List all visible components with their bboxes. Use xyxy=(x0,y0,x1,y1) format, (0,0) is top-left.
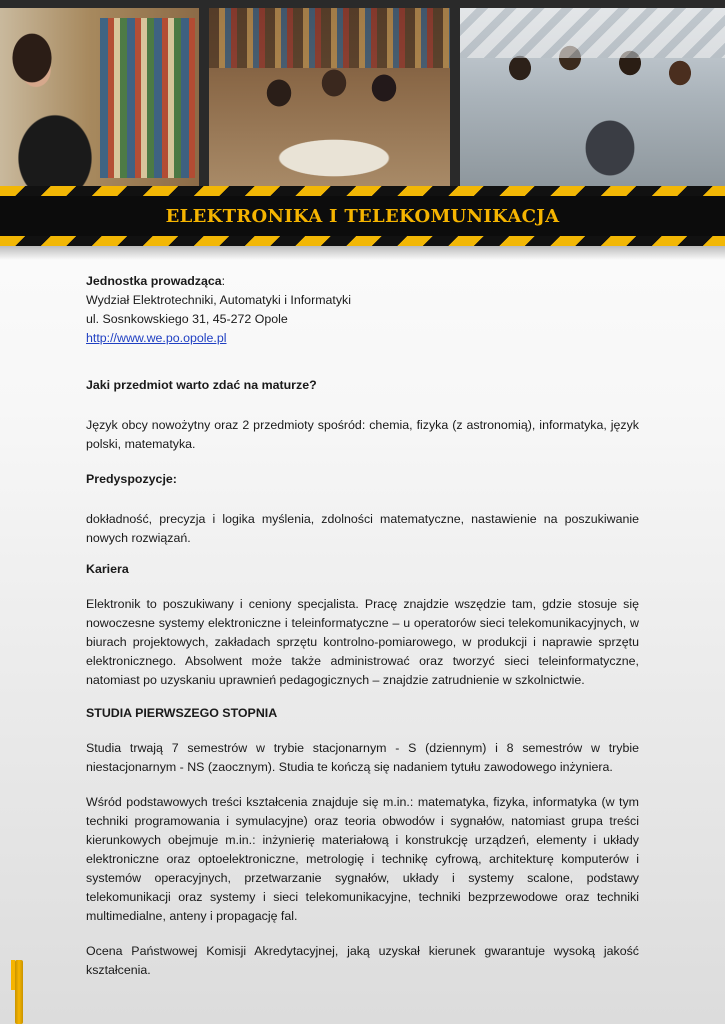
curriculum-text: Wśród podstawowych treści kształcenia znajduje się m.in.: matematyka, fizyka, informatyka (w tym techniki programowania i symulacyjne) oraz teoria obwodów i sygnałów, natomiast grupa treści kierunkowych obejmuje m.in.: inżynierię materiałową i konstrukcję urządzeń, elementy i układy elektroniczne oraz optoelektroniczne, metrologię i technikę cyfrową, architekturę komputerów i systemów operacyjnych, przetwarzanie sygnałów, układy i systemy scalone, podstawy telekomunikacji oraz systemy i sieci telekomunikacyjne, techniki bezprzewodowe oraz techniki multimedialne, anteny i propagację fal. xyxy=(86,795,639,923)
page-title: ELEKTRONIKA I TELEKOMUNIKACJA xyxy=(165,205,560,227)
first-degree-heading: STUDIA PIERWSZEGO STOPNIA xyxy=(86,706,278,720)
header-photo-strip xyxy=(0,0,725,190)
photo-woman-reading xyxy=(0,8,199,186)
first-degree-text: Studia trwają 7 semestrów w trybie stacjonarnym - S (dziennym) i 8 semestrów w trybie niestacjonarnym - NS (zaocznym). Studia te kończą się nadaniem tytułu zawodowego inżyniera. xyxy=(86,741,639,774)
career-heading: Kariera xyxy=(86,562,129,576)
career-text: Elektronik to poszukiwany i ceniony specjalista. Pracę znajdzie wszędzie tam, gdzie stosuje się nowoczesne systemy elektroniczne i teleinformatyczne – u operatorów sieci telekomunikacyjnych, w biurach projektowych, zakładach sprzętu kontrolno-pomiarowego, w produkcji i naprawie sprzętu elektronicznego. Absolwent może także administrować oraz tworzyć sieci teleinformatyczne, natomiast po uzyskaniu uprawnień pedagogicznych – znajdzie zatrudnienie w szkolnictwie. xyxy=(86,597,639,687)
side-decoration xyxy=(15,960,23,1024)
hazard-stripe-top xyxy=(0,186,725,196)
hazard-stripe-bottom xyxy=(0,236,725,246)
photo-students-library xyxy=(209,8,450,186)
matura-heading: Jaki przedmiot warto zdać na maturze? xyxy=(86,378,317,392)
matura-text: Język obcy nowożytny oraz 2 przedmioty spośród: chemia, fizyka (z astronomią), informatyka, język polski, matematyka. xyxy=(86,418,639,451)
unit-label-colon: : xyxy=(221,274,226,288)
unit-address: ul. Sosnkowskiego 31, 45-272 Opole xyxy=(86,312,288,326)
header-shadow xyxy=(0,246,725,260)
unit-label: Jednostka prowadząca xyxy=(86,274,222,288)
unit-info xyxy=(86,272,639,348)
accreditation-text: Ocena Państwowej Komisji Akredytacyjnej, jaką uzyskał kierunek gwarantuje wysoką jakość kształcenia. xyxy=(86,944,639,977)
predispositions-heading: Predyspozycje: xyxy=(86,472,177,486)
photo-students-hall xyxy=(460,8,725,186)
predispositions-text: dokładność, precyzja i logika myślenia, zdolności matematyczne, nastawienie na poszukiwanie nowych rozwiązań. xyxy=(86,512,639,545)
unit-website-link[interactable]: http://www.we.po.opole.pl xyxy=(86,331,227,345)
title-bar xyxy=(0,196,725,236)
unit-name: Wydział Elektrotechniki, Automatyki i Informatyki xyxy=(86,293,352,307)
document-body xyxy=(86,272,639,980)
